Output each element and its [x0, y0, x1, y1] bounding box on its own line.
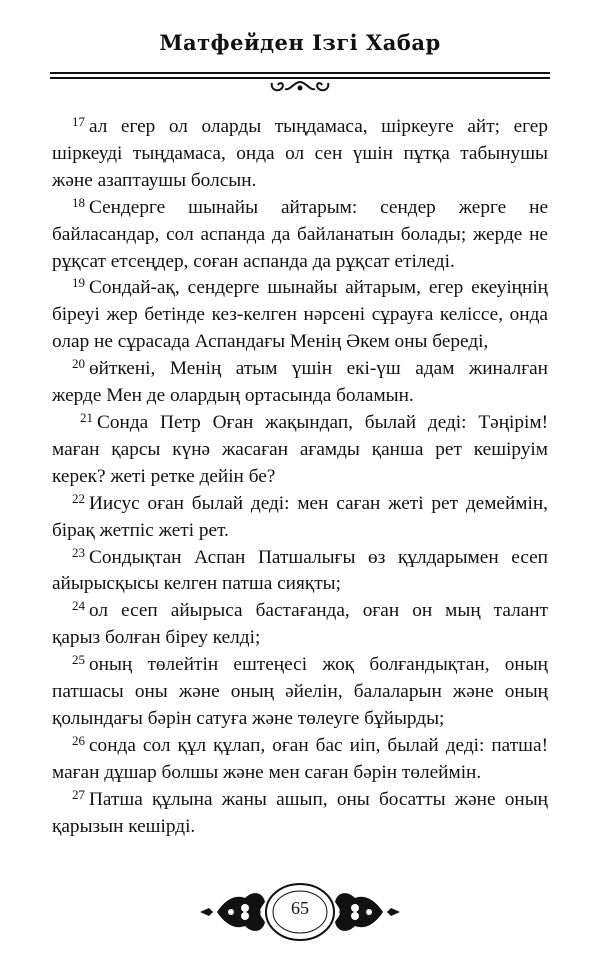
verse-line	[52, 706, 548, 733]
verse-line-text: Сонда Петр Оған жақындап, былай деді: Тәңірім!	[97, 411, 548, 433]
verse-line	[52, 625, 548, 652]
verse-line	[52, 545, 548, 572]
verse-22	[52, 491, 548, 545]
verse-line	[52, 168, 548, 195]
verse-line	[52, 222, 548, 249]
verse-line-text: жерде Мен де олардың ортасында боламын.	[52, 385, 414, 407]
verse-number: 20	[72, 356, 85, 372]
verse-line	[52, 383, 548, 410]
verse-line	[52, 114, 548, 141]
verse-line	[52, 598, 548, 625]
verse-line	[52, 356, 548, 383]
verse-line-text: патшасы оны және оның әйелін, балаларын және оның	[52, 681, 548, 703]
verse-19	[52, 275, 548, 356]
verse-line-text: сонда сол құл құлап, оған бас иіп, былай деді: патша!	[89, 734, 548, 756]
verse-20	[52, 356, 548, 410]
verse-27	[52, 787, 548, 841]
verse-line-text: Сондай-ақ, сендерге шынайы айтарым, егер екеуіңнің	[89, 277, 548, 299]
verse-line-text: ал егер ол оларды тыңдамаса, шіркеуге айт; егер	[89, 116, 548, 137]
verse-line-text: қарызын кешірді.	[52, 815, 196, 837]
verse-line-text: айырысқысы келген патша сияқты;	[52, 573, 341, 595]
verse-line	[52, 464, 548, 491]
verse-26	[52, 733, 548, 787]
verse-line	[52, 410, 548, 437]
verse-line	[52, 437, 548, 464]
scripture-text	[52, 114, 548, 840]
verse-line	[52, 652, 548, 679]
book-title: Матфейден Ізгі Хабар	[159, 30, 441, 55]
verse-line	[52, 814, 548, 841]
verse-number: 24	[72, 598, 85, 614]
verse-line	[52, 275, 548, 302]
verse-line-text: бірақ жетпіс жеті рет.	[52, 519, 229, 541]
verse-line	[52, 787, 548, 814]
verse-line-text: қолындағы бәрін сатуға және төлеуге бұйырды;	[52, 707, 445, 729]
header-rule-top	[50, 72, 550, 74]
verse-line	[52, 518, 548, 545]
verse-line-text: рұқсат етсеңдер, соған аспанда да рұқсат етіледі.	[52, 250, 455, 272]
verse-number: 25	[72, 652, 85, 668]
verse-number: 19	[72, 275, 85, 291]
header-ornament-icon	[268, 79, 332, 95]
verse-line	[52, 679, 548, 706]
verse-line-text: өйткені, Менің атым үшін екі-үш адам жиналған	[89, 358, 548, 380]
verse-number: 22	[72, 490, 85, 506]
verse-line-text: біреуі жер бетінде кез-келген нәрсені сұрауға келіссе, онда	[52, 304, 548, 326]
verse-line-text: керек? жеті ретке дейін бе?	[52, 465, 276, 487]
verse-number: 26	[72, 732, 85, 748]
verse-24	[52, 598, 548, 652]
verse-line-text: ол есеп айырыса бастағанда, оған он мың талант	[89, 600, 548, 622]
verse-line-text: маған қарсы күнә жасаған ағамды қанша рет кешіруім	[52, 438, 548, 460]
verse-line-text: оның төлейтін ештеңесі жоқ болғандықтан, оның	[89, 654, 548, 676]
verse-line-text: шіркеуді тыңдамаса, онда ол сен үшін пұтқа табынушы	[52, 142, 548, 164]
verse-line-text: Иисус оған былай деді: мен саған жеті рет демеймін,	[89, 492, 548, 514]
page-number: 65	[291, 898, 309, 918]
verse-number: 17	[72, 114, 85, 129]
verse-line	[52, 195, 548, 222]
verse-line-text: қарыз болған біреу келді;	[52, 627, 261, 649]
verse-number: 18	[72, 194, 85, 210]
verse-21	[52, 410, 548, 491]
verse-line	[52, 491, 548, 518]
verse-line	[52, 571, 548, 598]
verse-line-text: байласандар, сол аспанда да байланатын болады; жерде не	[52, 223, 548, 245]
verse-25	[52, 652, 548, 733]
verse-line-text: Сендерге шынайы айтарым: сендер жерге не	[89, 196, 548, 218]
verse-line	[52, 302, 548, 329]
verse-line-text: және азаптаушы болсын.	[52, 169, 257, 191]
verse-line	[52, 329, 548, 356]
verse-line	[52, 760, 548, 787]
verse-number: 27	[72, 786, 85, 802]
verse-23	[52, 545, 548, 599]
verse-18	[52, 195, 548, 276]
verse-number: 23	[72, 544, 85, 560]
verse-line-text: олар не сұрасада Аспандағы Менің Әкем оны береді,	[52, 331, 489, 353]
verse-number: 21	[80, 409, 93, 425]
verse-line-text: Сондықтан Аспан Патшалығы өз құлдарымен есеп	[89, 546, 548, 568]
verse-line	[52, 249, 548, 276]
verse-line-text: Патша құлына жаны ашып, оны босатты және оның	[89, 788, 548, 810]
verse-line	[52, 141, 548, 168]
verse-17	[52, 114, 548, 195]
verse-line-text: маған дұшар болшы және мен саған бәрін төлеймін.	[52, 761, 482, 783]
verse-line	[52, 733, 548, 760]
